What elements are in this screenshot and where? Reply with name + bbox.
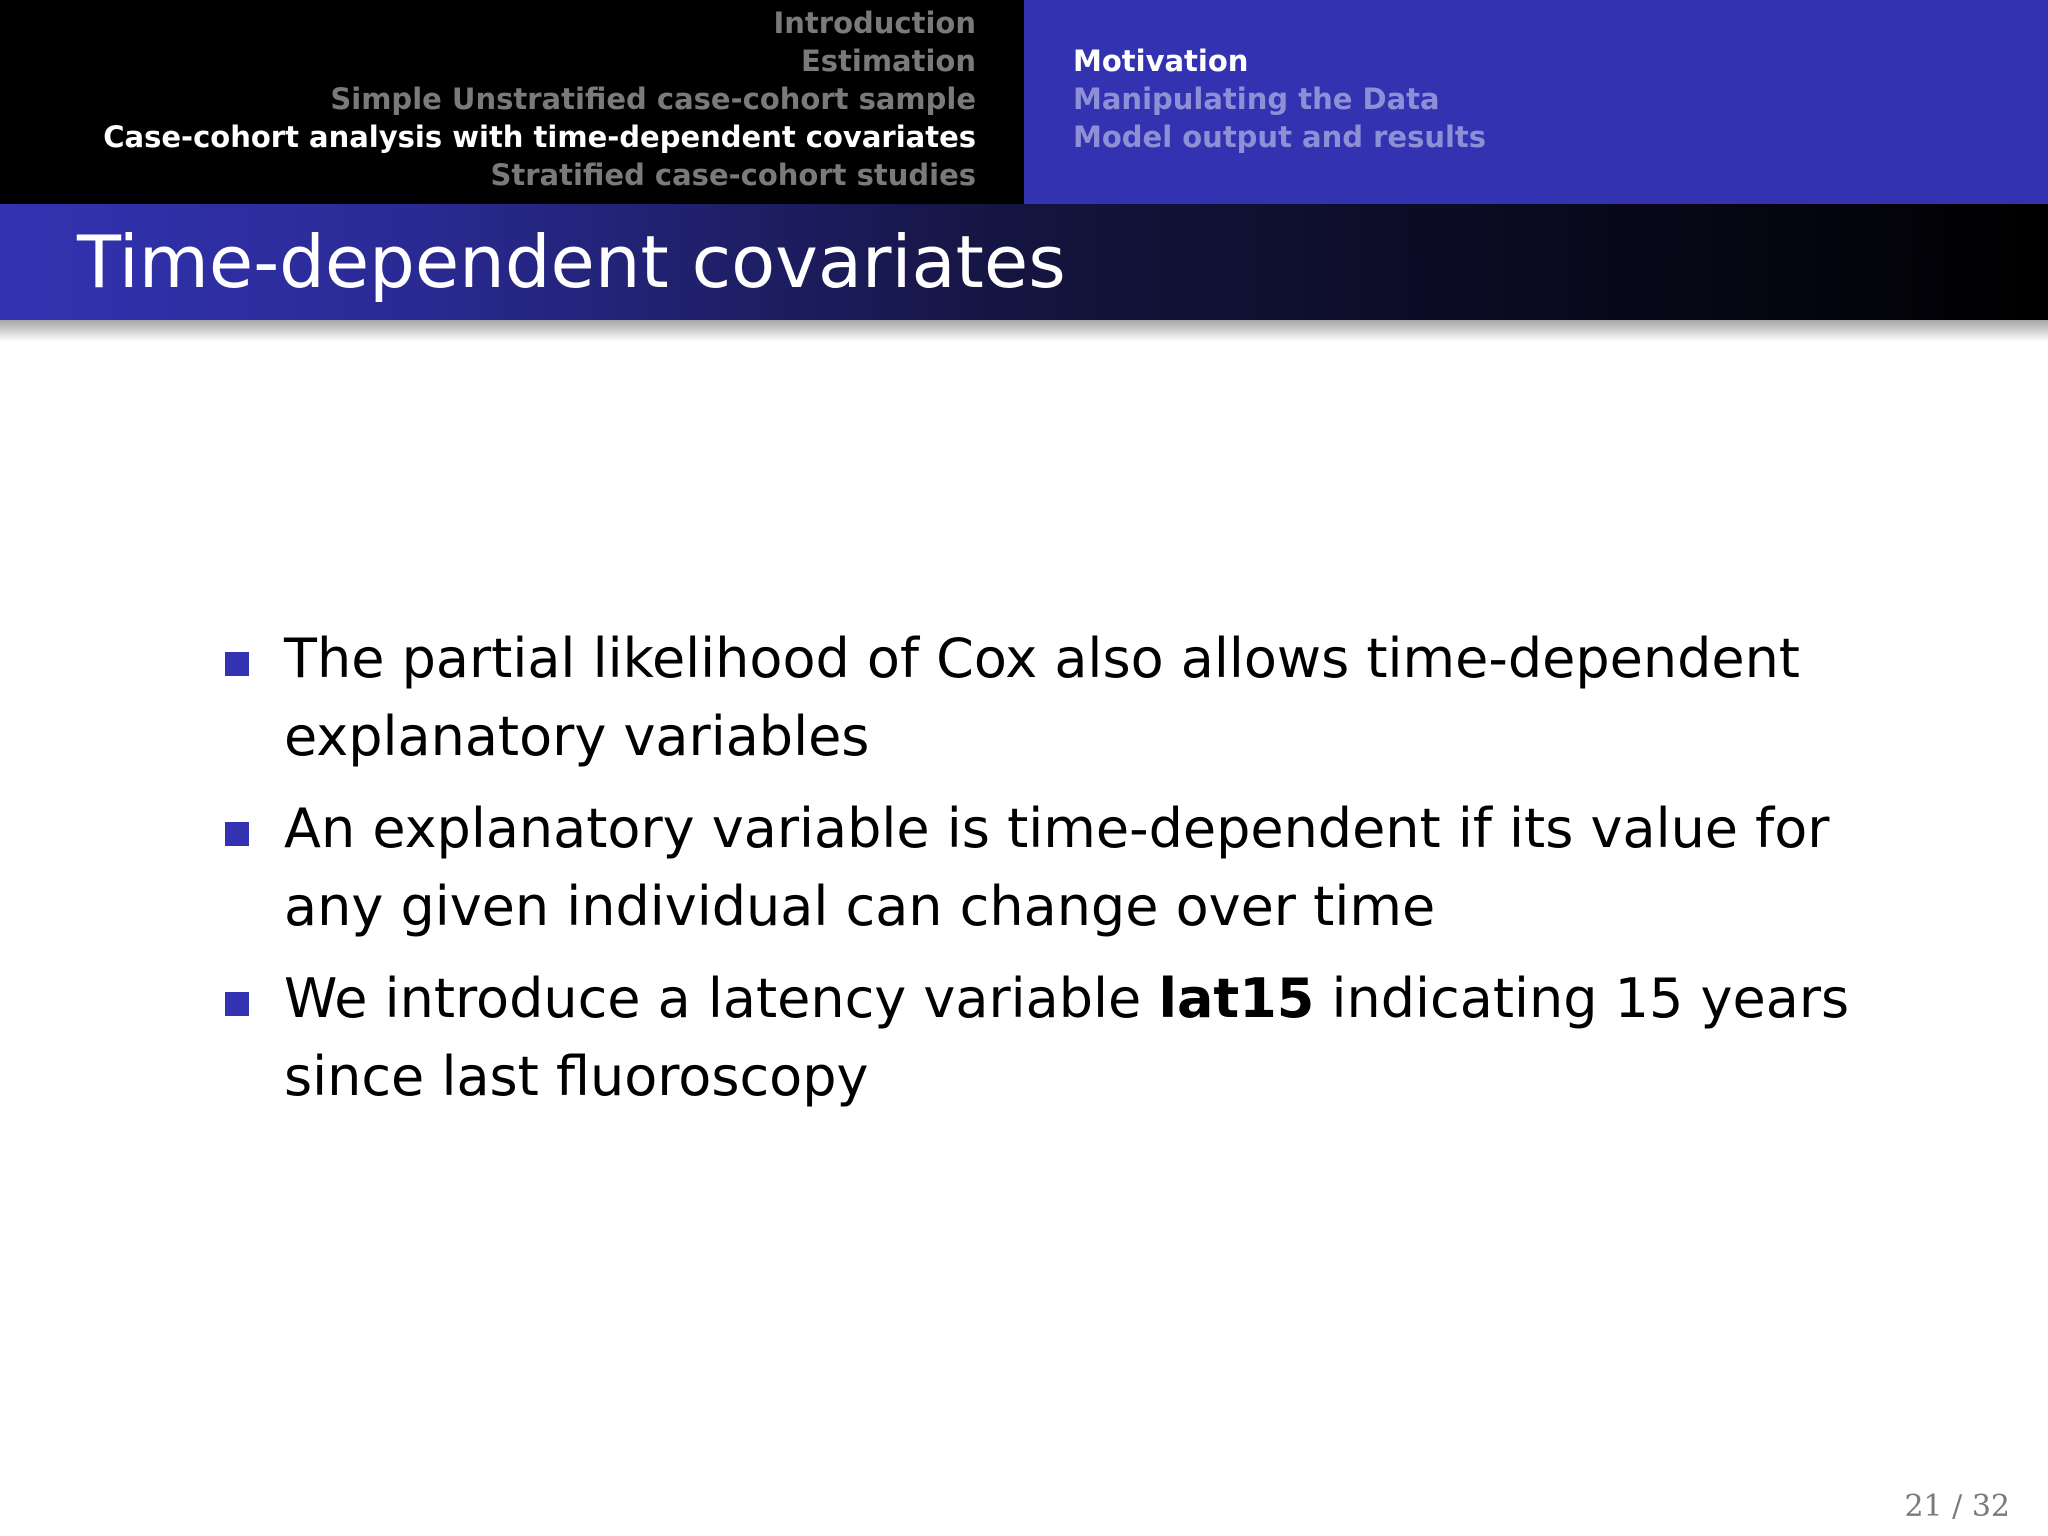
square-bullet-icon bbox=[225, 652, 249, 676]
page-number: 21 / 32 bbox=[1904, 1489, 2010, 1524]
headline-navigation bbox=[0, 0, 2048, 204]
bullet-text bbox=[284, 967, 1849, 1108]
subsection-link-motivation[interactable]: Motivation bbox=[1073, 44, 1249, 78]
bullet-text-plain: indicating 15 years since last fluoroscopy bbox=[284, 967, 1850, 1108]
section-link-stratified-studies[interactable]: Stratified case-cohort studies bbox=[490, 158, 976, 192]
section-link-introduction[interactable]: Introduction bbox=[773, 6, 976, 40]
section-link-simple-unstratified[interactable]: Simple Unstratified case-cohort sample bbox=[330, 82, 976, 116]
section-link-time-dependent-covariates[interactable]: Case-cohort analysis with time-dependent covariates bbox=[103, 120, 976, 154]
section-link-estimation[interactable]: Estimation bbox=[800, 44, 976, 78]
subsections-pane bbox=[1024, 0, 2048, 204]
subsection-link-manipulating-data[interactable]: Manipulating the Data bbox=[1073, 82, 1440, 116]
bullet-item bbox=[222, 960, 1902, 1116]
subsection-link-model-output[interactable]: Model output and results bbox=[1073, 120, 1487, 154]
bullet-text-plain: We introduce a latency variable bbox=[284, 967, 1159, 1030]
square-bullet-icon bbox=[225, 992, 249, 1016]
bullet-text-bold-variable: lat15 bbox=[1158, 967, 1315, 1030]
bullet-text bbox=[284, 627, 1800, 768]
subsection-nav-list bbox=[1073, 42, 1486, 156]
bullet-list bbox=[222, 620, 1902, 1130]
frame-title: Time-dependent covariates bbox=[77, 220, 1066, 304]
section-nav-list bbox=[103, 4, 976, 194]
frame-title-shadow bbox=[0, 320, 2048, 342]
square-bullet-icon bbox=[225, 822, 249, 846]
bullet-item bbox=[222, 790, 1902, 946]
sections-pane bbox=[0, 0, 1024, 204]
bullet-text-plain: An explanatory variable is time-dependent if its value for any given individual can change over time bbox=[284, 797, 1830, 938]
bullet-item bbox=[222, 620, 1902, 776]
bullet-text-plain: The partial likelihood of Cox also allows time-dependent explanatory variables bbox=[284, 627, 1800, 768]
bullet-text bbox=[284, 797, 1829, 938]
